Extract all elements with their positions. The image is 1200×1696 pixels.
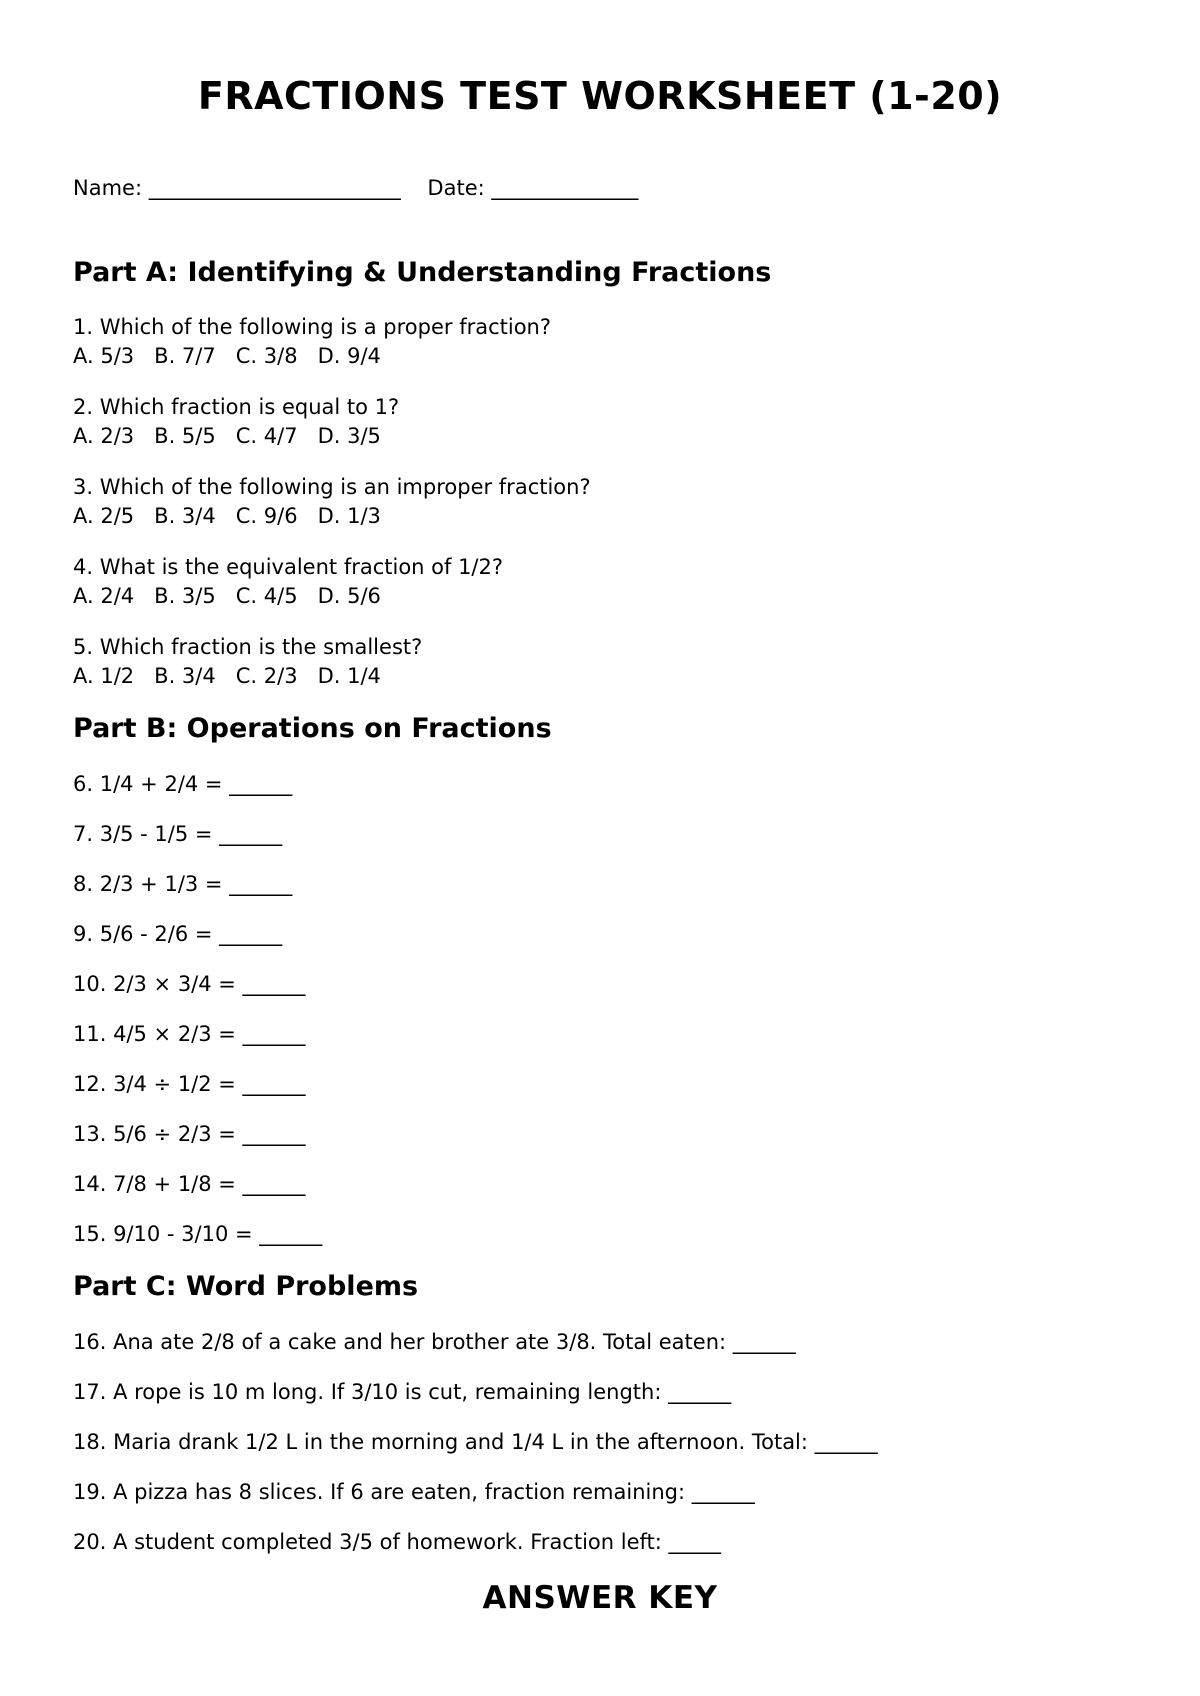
- question-1: 1. Which of the following is a proper fraction?: [73, 315, 552, 339]
- question-2-choices: A. 2/3 B. 5/5 C. 4/7 D. 3/5: [73, 424, 381, 448]
- question-13: 13. 5/6 ÷ 2/3 = ______: [73, 1122, 306, 1146]
- date-label: Date:: [427, 176, 492, 200]
- question-5-choices: A. 1/2 B. 3/4 C. 2/3 D. 1/4: [73, 664, 381, 688]
- question-1-choices: A. 5/3 B. 7/7 C. 3/8 D. 9/4: [73, 344, 381, 368]
- spacer: [401, 176, 428, 200]
- name-label: Name:: [73, 176, 149, 200]
- date-field[interactable]: ______________: [491, 176, 639, 200]
- question-12: 12. 3/4 ÷ 1/2 = ______: [73, 1072, 306, 1096]
- question-2: 2. Which fraction is equal to 1?: [73, 395, 400, 419]
- question-19: 19. A pizza has 8 slices. If 6 are eaten, fraction remaining: ______: [73, 1480, 755, 1504]
- answer-key-heading: ANSWER KEY: [482, 1580, 718, 1616]
- question-4-choices: A. 2/4 B. 3/5 C. 4/5 D. 5/6: [73, 584, 381, 608]
- question-18: 18. Maria drank 1/2 L in the morning and 1/4 L in the afternoon. Total: ______: [73, 1430, 878, 1454]
- question-10: 10. 2/3 × 3/4 = ______: [73, 972, 306, 996]
- question-4: 4. What is the equivalent fraction of 1/2?: [73, 555, 504, 579]
- question-3-choices: A. 2/5 B. 3/4 C. 9/6 D. 1/3: [73, 504, 381, 528]
- question-11: 11. 4/5 × 2/3 = ______: [73, 1022, 306, 1046]
- page-title: FRACTIONS TEST WORKSHEET (1-20): [197, 74, 1003, 118]
- name-field[interactable]: ________________________: [148, 176, 401, 200]
- question-5: 5. Which fraction is the smallest?: [73, 635, 423, 659]
- question-6: 6. 1/4 + 2/4 = ______: [73, 772, 293, 796]
- part-a-heading: Part A: Identifying & Understanding Fractions: [73, 257, 772, 288]
- name-date-row: [73, 176, 638, 200]
- part-c-heading: Part C: Word Problems: [73, 1271, 419, 1302]
- question-3: 3. Which of the following is an improper fraction?: [73, 475, 591, 499]
- question-7: 7. 3/5 - 1/5 = ______: [73, 822, 283, 846]
- question-8: 8. 2/3 + 1/3 = ______: [73, 872, 293, 896]
- question-16: 16. Ana ate 2/8 of a cake and her brother ate 3/8. Total eaten: ______: [73, 1330, 796, 1354]
- question-14: 14. 7/8 + 1/8 = ______: [73, 1172, 306, 1196]
- question-15: 15. 9/10 - 3/10 = ______: [73, 1222, 323, 1246]
- part-b-heading: Part B: Operations on Fractions: [73, 713, 552, 744]
- question-17: 17. A rope is 10 m long. If 3/10 is cut, remaining length: ______: [73, 1380, 732, 1404]
- question-9: 9. 5/6 - 2/6 = ______: [73, 922, 283, 946]
- question-20: 20. A student completed 3/5 of homework. Fraction left: _____: [73, 1530, 722, 1554]
